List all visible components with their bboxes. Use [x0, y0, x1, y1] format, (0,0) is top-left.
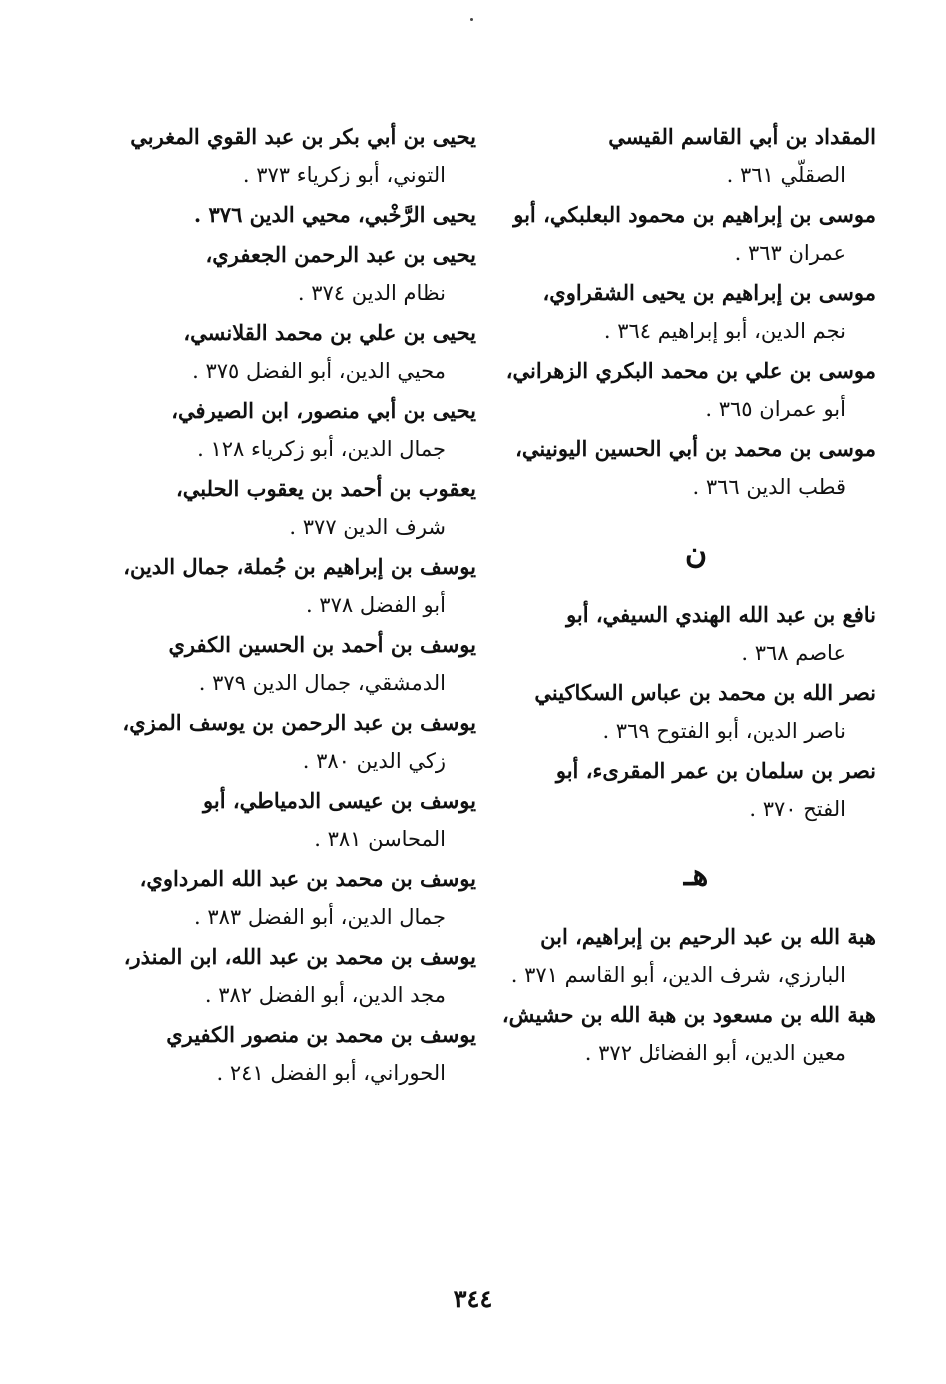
index-entry — [111, 1016, 476, 1092]
entry-name-line: يوسف بن عبد الرحمن بن يوسف المزي، — [122, 710, 476, 735]
index-entry — [516, 118, 876, 194]
entry-name-line: يعقوب بن أحمد بن يعقوب الحلبي، — [176, 476, 476, 501]
entries-group-nun — [516, 596, 876, 828]
index-entry — [111, 704, 476, 780]
entry-continuation-line: معين الدين، أبو الفضائل ٣٧٢ . — [584, 1041, 846, 1065]
entry-continuation-line: نظام الدين ٣٧٤ . — [297, 281, 446, 305]
entry-name-line: موسى بن إبراهيم بن يحيى الشقراوي، — [542, 280, 876, 305]
entry-continuation-line: جمال الدين، أبو زكرياء ١٢٨ . — [197, 437, 446, 461]
entry-continuation-line: محيي الدين، أبو الفضل ٣٧٥ . — [192, 359, 446, 383]
section-heading-nun: ن — [684, 536, 708, 571]
index-entry — [516, 752, 876, 828]
entry-continuation-line: الصقلّي ٣٦١ . — [726, 163, 846, 187]
entry-name-line: يوسف بن إبراهيم بن جُملة، جمال الدين، — [123, 554, 476, 579]
entry-name-line: يوسف بن محمد بن عبد الله، ابن المنذر، — [123, 944, 476, 969]
entry-name-line: موسى بن محمد بن أبي الحسين اليونيني، — [515, 436, 876, 461]
index-entry — [516, 596, 876, 672]
entry-continuation-line: الحوراني، أبو الفضل ٢٤١ . — [216, 1061, 446, 1085]
entry-name-line: هبة الله بن مسعود بن هبة الله بن حشيش، — [501, 1002, 876, 1027]
entry-name-line: نافع بن عبد الله الهندي السيفي، أبو — [566, 602, 876, 627]
index-entry — [513, 196, 876, 272]
entry-continuation-line: التوني، أبو زكرياء ٣٧٣ . — [242, 163, 446, 187]
entry-name-line: موسى بن إبراهيم بن محمود البعلبكي، أبو — [513, 202, 876, 227]
index-entry — [510, 918, 876, 994]
entry-name-line: نصر بن سلمان بن عمر المقرىء، أبو — [555, 758, 876, 783]
index-entry — [111, 548, 476, 624]
entry-continuation-line: أبو عمران ٣٦٥ . — [705, 397, 846, 421]
index-entry — [516, 430, 876, 506]
index-entry — [111, 782, 476, 858]
index-entry — [111, 626, 476, 702]
index-entry — [516, 674, 876, 750]
entries-group-mim — [505, 118, 876, 506]
entry-name-line: المقداد بن أبي القاسم القيسي — [608, 124, 876, 149]
entry-name-line: هبة الله بن عبد الرحيم بن إبراهيم، ابن — [540, 924, 876, 949]
entry-continuation-line: الفتح ٣٧٠ . — [749, 797, 846, 821]
index-entry — [111, 938, 476, 1014]
entry-name-line: يحيى الرَّخْبي، محيي الدين ٣٧٦ . — [193, 202, 476, 227]
index-column-right — [501, 118, 876, 1074]
page-number: ٣٤٤ — [453, 1284, 493, 1313]
entry-continuation-line: قطب الدين ٣٦٦ . — [692, 475, 846, 499]
index-entry — [501, 996, 876, 1072]
index-entry — [111, 392, 476, 468]
index-entry — [111, 470, 476, 546]
entry-continuation-line: أبو الفضل ٣٧٨ . — [305, 593, 446, 617]
entry-continuation-line: جمال الدين، أبو الفضل ٣٨٣ . — [193, 905, 446, 929]
entry-name-line: يحيى بن علي بن محمد القلانسي، — [183, 320, 476, 345]
entry-continuation-line: الدمشقي، جمال الدين ٣٧٩ . — [198, 671, 446, 695]
index-entry — [111, 236, 476, 312]
entry-continuation-line: شرف الدين ٣٧٧ . — [289, 515, 446, 539]
entry-name-line: يوسف بن أحمد بن الحسين الكفري — [168, 632, 476, 657]
entry-continuation-line: مجد الدين، أبو الفضل ٣٨٢ . — [204, 983, 446, 1007]
entry-continuation-line: ناصر الدين، أبو الفتوح ٣٦٩ . — [602, 719, 846, 743]
entry-name-line: يحيى بن عبد الرحمن الجعفري، — [205, 242, 476, 267]
index-entry — [505, 352, 876, 428]
index-column-left — [111, 118, 476, 1094]
entry-continuation-line: زكي الدين ٣٨٠ . — [302, 749, 446, 773]
entry-name-line: يوسف بن محمد بن عبد الله المرداوي، — [139, 866, 476, 891]
entries-group-ha — [501, 918, 876, 1072]
entry-continuation-line: عمران ٣٦٣ . — [734, 241, 846, 265]
entry-name-line: يوسف بن محمد بن منصور الكفيري — [166, 1022, 476, 1047]
index-entry — [111, 118, 476, 194]
index-entry — [111, 314, 476, 390]
page-mark — [470, 18, 473, 21]
entry-name-line: موسى بن علي بن محمد البكري الزهراني، — [505, 358, 876, 383]
index-entry — [111, 860, 476, 936]
section-heading-ha: هـ — [683, 858, 709, 893]
index-entry — [111, 196, 476, 234]
entry-name-line: يحيى بن أبي منصور، ابن الصيرفي، — [171, 398, 476, 423]
entry-continuation-line: عاصم ٣٦٨ . — [741, 641, 846, 665]
index-entry — [516, 274, 876, 350]
entry-name-line: نصر الله بن محمد بن عباس السكاكيني — [534, 680, 876, 705]
entries-group-ya — [111, 118, 476, 1092]
entry-continuation-line: البارزي، شرف الدين، أبو القاسم ٣٧١ . — [510, 963, 846, 987]
entry-continuation-line: المحاسن ٣٨١ . — [314, 827, 446, 851]
entry-continuation-line: نجم الدين، أبو إبراهيم ٣٦٤ . — [603, 319, 846, 343]
entry-name-line: يحيى بن أبي بكر بن عبد القوي المغربي — [130, 124, 476, 149]
entry-name-line: يوسف بن عيسى الدمياطي، أبو — [203, 788, 476, 813]
